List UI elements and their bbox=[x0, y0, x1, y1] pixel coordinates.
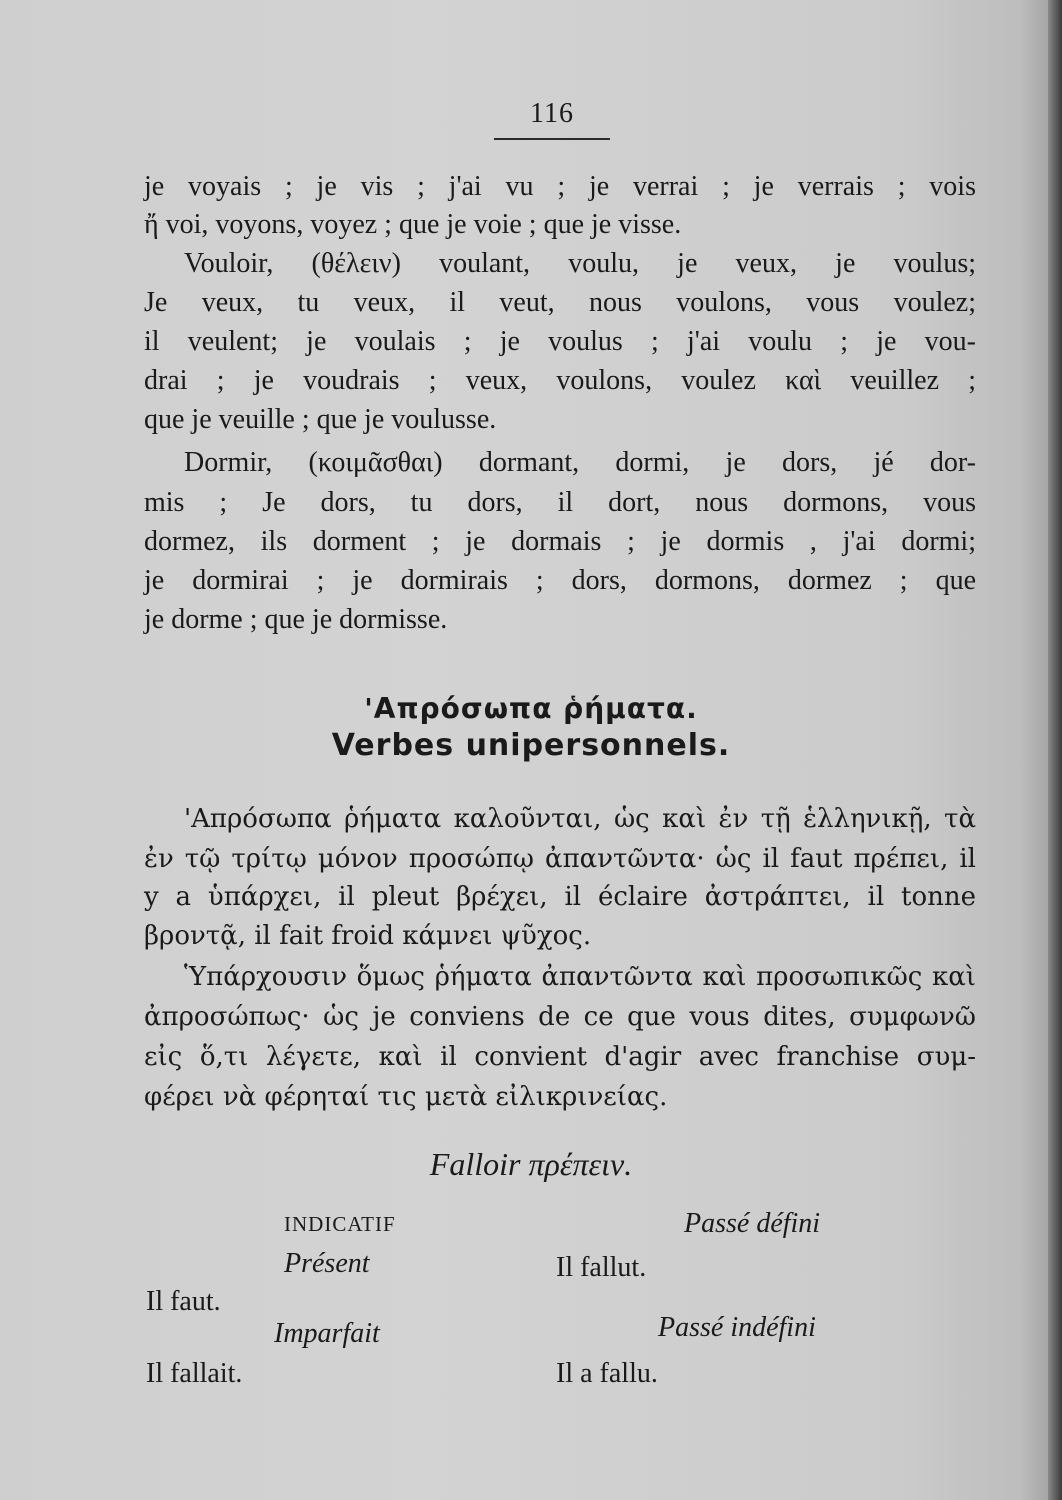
text-line: il veulent; je voulais ; je voulus ; j'ai voulu ; je vou- bbox=[144, 326, 976, 357]
page-number: 116 bbox=[530, 98, 574, 129]
imparfait-label: Imparfait bbox=[274, 1318, 380, 1349]
text-line: je dormirai ; je dormirais ; dors, dormons, dormez ; que bbox=[144, 565, 976, 596]
falloir-title: Falloir πρέπειν. bbox=[429, 1146, 633, 1182]
indicatif-label: INDICATIF bbox=[284, 1212, 396, 1236]
present-label: Présent bbox=[284, 1248, 370, 1279]
text-line: drai ; je voudrais ; veux, voulons, voulez καὶ veuillez ; bbox=[144, 365, 976, 396]
text-line: que je veuille ; que je voulusse. bbox=[144, 404, 497, 435]
section-heading-french: Verbes unipersonnels. bbox=[331, 728, 731, 763]
text-line: y a ὑπάρχει, il pleut βρέχει, il éclaire ἀστράπτει, il tonne bbox=[144, 882, 976, 912]
text-line: mis ; Je dors, tu dors, il dort, nous dormons, vous bbox=[144, 487, 976, 518]
text-line: je dorme ; que je dormisse. bbox=[144, 604, 448, 635]
passe-defini-value: Il fallut. bbox=[556, 1252, 647, 1283]
text-line: ἐν τῷ τρίτῳ μόνον προσώπῳ ἀπαντῶντα· ὡς il faut πρέπει, il bbox=[144, 844, 976, 874]
text-line: ἤ voi, voyons, voyez ; que je voie ; que je visse. bbox=[144, 209, 682, 240]
section-heading-greek: 'Απρόσωπα ῥήματα. bbox=[364, 692, 698, 725]
text-line: je voyais ; je vis ; j'ai vu ; je verrai ; je verrais ; vois bbox=[144, 171, 976, 202]
present-value: Il faut. bbox=[146, 1286, 221, 1317]
text-line: Je veux, tu veux, il veut, nous voulons, vous voulez; bbox=[144, 287, 976, 318]
text-line: εἰς ὅ,τι λέγετε, καὶ il convient d'agir avec franchise συμ- bbox=[144, 1042, 976, 1072]
page-number-rule bbox=[494, 138, 610, 140]
text-line: Vouloir, (θέλειν) voulant, voulu, je veux, je voulus; bbox=[184, 248, 976, 279]
text-line: φέρει νὰ φέρηταί τις μετὰ εἰλικρινείας. bbox=[144, 1082, 668, 1112]
passe-defini-label: Passé défini bbox=[684, 1208, 821, 1239]
text-line: ἀπροσώπως· ὡς je conviens de ce que vous dites, συμφωνῶ bbox=[144, 1002, 976, 1032]
passe-indefini-label: Passé indéfini bbox=[658, 1312, 816, 1343]
passe-indefini-value: Il a fallu. bbox=[556, 1358, 658, 1389]
text-line: 'Απρόσωπα ῥήματα καλοῦνται, ὡς καὶ ἐν τῇ ἑλληνικῇ, τὰ bbox=[184, 804, 976, 834]
text-line: dormez, ils dorment ; je dormais ; je dormis , j'ai dormi; bbox=[144, 526, 976, 557]
imparfait-value: Il fallait. bbox=[146, 1358, 243, 1389]
text-line: Dormir, (κοιμᾶσθαι) dormant, dormi, je dors, jé dor- bbox=[184, 447, 976, 478]
text-line: βροντᾷ, il fait froid κάμνει ψῦχος. bbox=[144, 921, 592, 951]
text-line: Ὑπάρχουσιν ὅμως ῥήματα ἀπαντῶντα καὶ προσωπικῶς καὶ bbox=[184, 962, 976, 992]
